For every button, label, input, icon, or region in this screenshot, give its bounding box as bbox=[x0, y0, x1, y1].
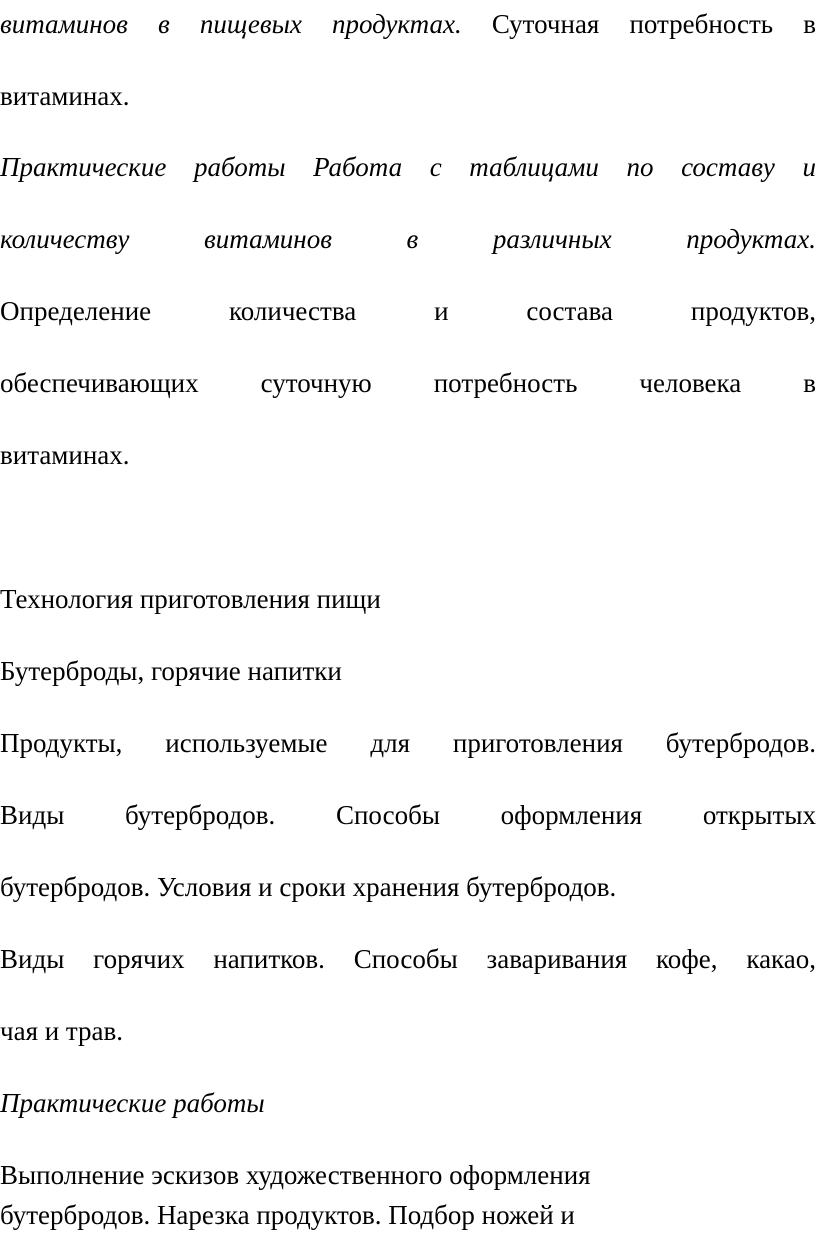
text-line-14: чая и трав. bbox=[0, 1016, 124, 1046]
text-line-7: витаминах. bbox=[0, 440, 130, 470]
text-line-13: Виды горячих напитков. Способы заваривания кофе, какао, bbox=[0, 944, 816, 974]
section-heading: Технология приготовления пищи bbox=[0, 584, 381, 614]
text-line-6: обеспечивающих суточную потребность человека в bbox=[0, 368, 816, 398]
text-line-16: Выполнение эскизов художественного оформления bbox=[0, 1160, 591, 1190]
text-line-12: бутербродов. Условия и сроки хранения бутербродов. bbox=[0, 872, 617, 902]
regular-phrase: Суточная потребность в bbox=[461, 9, 816, 39]
text-line-4: количеству витаминов в различных продуктах. bbox=[0, 224, 816, 254]
subsection-heading: Бутерброды, горячие напитки bbox=[0, 656, 342, 686]
text-line-17: бутербродов. Нарезка продуктов. Подбор ножей и bbox=[0, 1200, 575, 1230]
text-line-2: витаминах. bbox=[0, 81, 130, 111]
text-line-11: Виды бутербродов. Способы оформления открытых bbox=[0, 800, 816, 830]
italic-phrase: витаминов в пищевых продуктах. bbox=[0, 9, 462, 39]
text-line-3: Практические работы Работа с таблицами по составу и bbox=[0, 152, 816, 182]
text-line-10: Продукты, используемые для приготовления бутербродов. bbox=[0, 728, 816, 758]
text-line-1 bbox=[0, 4, 816, 44]
practical-works-heading: Практические работы bbox=[0, 1088, 265, 1118]
text-line-5: Определение количества и состава продуктов, bbox=[0, 296, 816, 326]
